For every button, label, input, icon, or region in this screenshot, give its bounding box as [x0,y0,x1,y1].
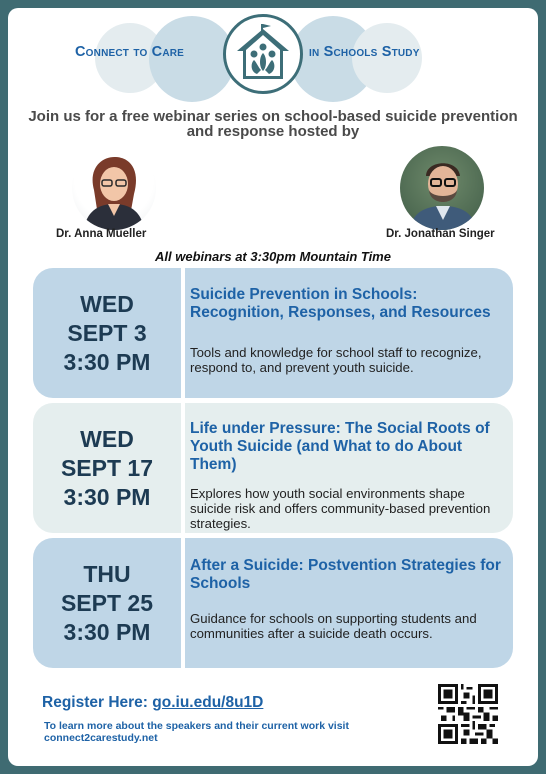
session-day: WED [80,425,134,452]
session-card [33,538,513,668]
intro-text: Join us for a free webinar series on school-based suicide prevention and response hosted by [28,108,518,140]
session-title: After a Suicide: Postvention Strategies for Schools [190,557,501,592]
session-time: 3:30 PM [63,618,151,645]
session-date [33,538,181,668]
session-date-text: SEPT 3 [67,319,147,346]
time-note: All webinars at 3:30pm Mountain Time [155,249,391,264]
session-time: 3:30 PM [63,483,151,510]
brand-title-left: Connect to Care [75,44,185,60]
brand-title-right: in Schools Study [309,44,420,60]
session-title: Life under Pressure: The Social Roots of Youth Suicide (and What to do About Them) [190,420,490,473]
session-description: Guidance for schools on supporting students and communities after a suicide death occurs. [190,611,477,641]
session-divider [181,268,185,398]
header [8,8,538,108]
flyer-card [8,8,538,766]
session-day: WED [80,290,134,317]
qr-code-icon[interactable] [438,684,498,744]
house-family-logo-icon [223,14,303,94]
speaker-photo-anna-mueller [72,146,156,230]
learn-more-text: To learn more about the speakers and their current work visit connect2carestudy.net [44,720,349,744]
session-date-text: SEPT 25 [60,589,154,616]
register-label: Register Here: [42,694,148,711]
session-date-text: SEPT 17 [60,454,154,481]
session-title: Suicide Prevention in Schools: Recognition, Responses, and Resources [190,286,491,321]
session-date [33,403,181,533]
register-link[interactable]: go.iu.edu/8u1D [152,694,264,711]
speaker-photo-jonathan-singer [400,146,484,230]
session-card [33,268,513,398]
session-divider [181,538,185,668]
session-time: 3:30 PM [63,348,151,375]
speaker-name-right: Dr. Jonathan Singer [386,228,495,240]
register-line [42,694,263,712]
speaker-name-left: Dr. Anna Mueller [56,228,147,240]
session-description: Tools and knowledge for school staff to recognize, respond to, and prevent youth suicide. [190,345,482,375]
session-day: THU [83,560,131,587]
session-date [33,268,181,398]
session-divider [181,403,185,533]
session-card [33,403,513,533]
session-description: Explores how youth social environments shape suicide risk and offers community-based prevention strategies. [190,486,491,531]
